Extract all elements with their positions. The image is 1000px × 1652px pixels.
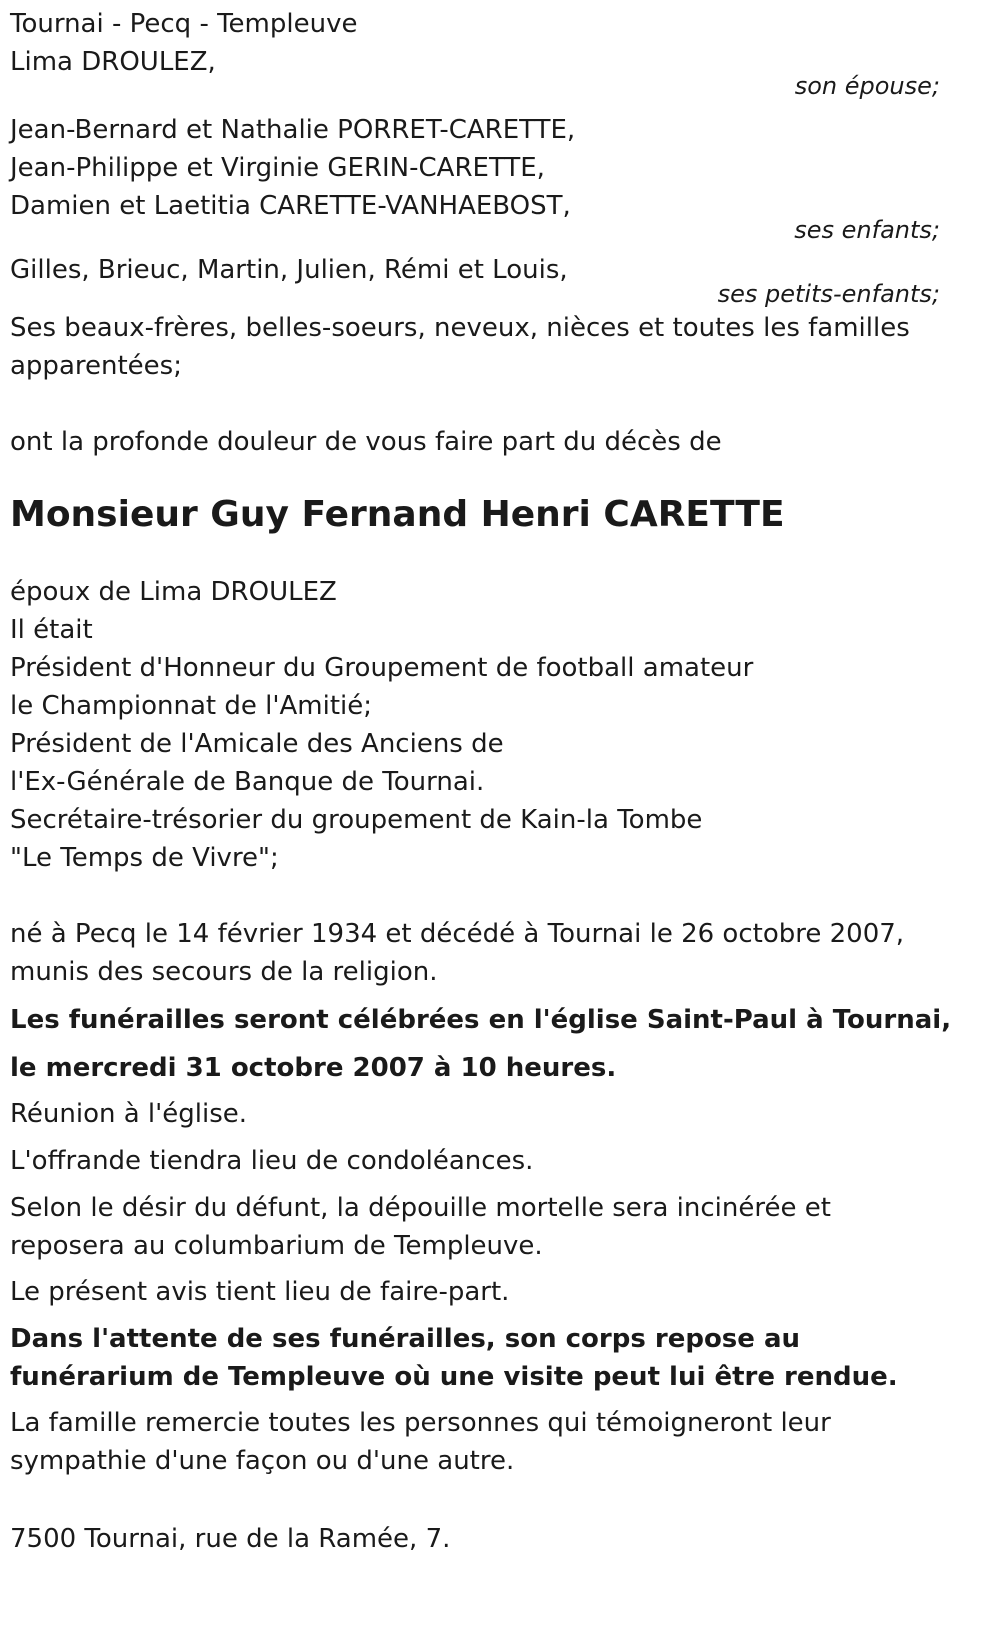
cremation-line: Selon le désir du défunt, la dépouille mortelle sera incinérée et reposera au columbarium de Templeuve. (10, 1193, 831, 1261)
children-role: ses enfants; (794, 216, 940, 244)
relatives-line: Ses beaux-frères, belles-soeurs, neveux, nièces et toutes les familles apparentées; (10, 313, 910, 381)
address-line: 7500 Tournai, rue de la Ramée, 7. (10, 1524, 451, 1554)
career-line-3: le Championnat de l'Amitié; (10, 691, 373, 721)
spouse-role: son épouse; (794, 72, 940, 100)
notice-line: Le présent avis tient lieu de faire-part. (10, 1277, 510, 1307)
offering-line: L'offrande tiendra lieu de condoléances. (10, 1146, 534, 1176)
visitation-line: Dans l'attente de ses funérailles, son corps repose au funérarium de Templeuve où une visite peut lui être rendue. (10, 1324, 898, 1392)
career-line-4: Président de l'Amicale des Anciens de (10, 729, 504, 759)
location-header: Tournai - Pecq - Templeuve (10, 9, 358, 39)
child-line-3: Damien et Laetitia CARETTE-VANHAEBOST, (10, 191, 571, 221)
spouse-of-line: époux de Lima DROULEZ (10, 577, 337, 607)
birth-death-line: né à Pecq le 14 février 1934 et décédé à Tournai le 26 octobre 2007, munis des secours de la religion. (10, 919, 905, 987)
meeting-line: Réunion à l'église. (10, 1099, 248, 1129)
career-line-1: Il était (10, 615, 93, 645)
funeral-line-1: Les funérailles seront célébrées en l'église Saint-Paul à Tournai, (10, 1005, 952, 1035)
announcement-line: ont la profonde douleur de vous faire part du décès de (10, 427, 722, 457)
child-line-2: Jean-Philippe et Virginie GERIN-CARETTE, (10, 153, 545, 183)
career-line-6: Secrétaire-trésorier du groupement de Kain-la Tombe (10, 805, 703, 835)
funeral-line-2: le mercredi 31 octobre 2007 à 10 heures. (10, 1053, 617, 1083)
grandchildren-line: Gilles, Brieuc, Martin, Julien, Rémi et Louis, (10, 255, 568, 285)
grandchildren-role: ses petits-enfants; (717, 280, 940, 308)
child-line-1: Jean-Bernard et Nathalie PORRET-CARETTE, (10, 115, 576, 145)
career-line-7: "Le Temps de Vivre"; (10, 843, 279, 873)
spouse-name: Lima DROULEZ, (10, 47, 216, 77)
career-line-5: l'Ex-Générale de Banque de Tournai. (10, 767, 485, 797)
thanks-line: La famille remercie toutes les personnes qui témoigneront leur sympathie d'une façon ou d'une autre. (10, 1408, 831, 1476)
deceased-name: Monsieur Guy Fernand Henri CARETTE (10, 494, 785, 535)
career-line-2: Président d'Honneur du Groupement de football amateur (10, 653, 754, 683)
obituary-notice (10, 0, 952, 1558)
